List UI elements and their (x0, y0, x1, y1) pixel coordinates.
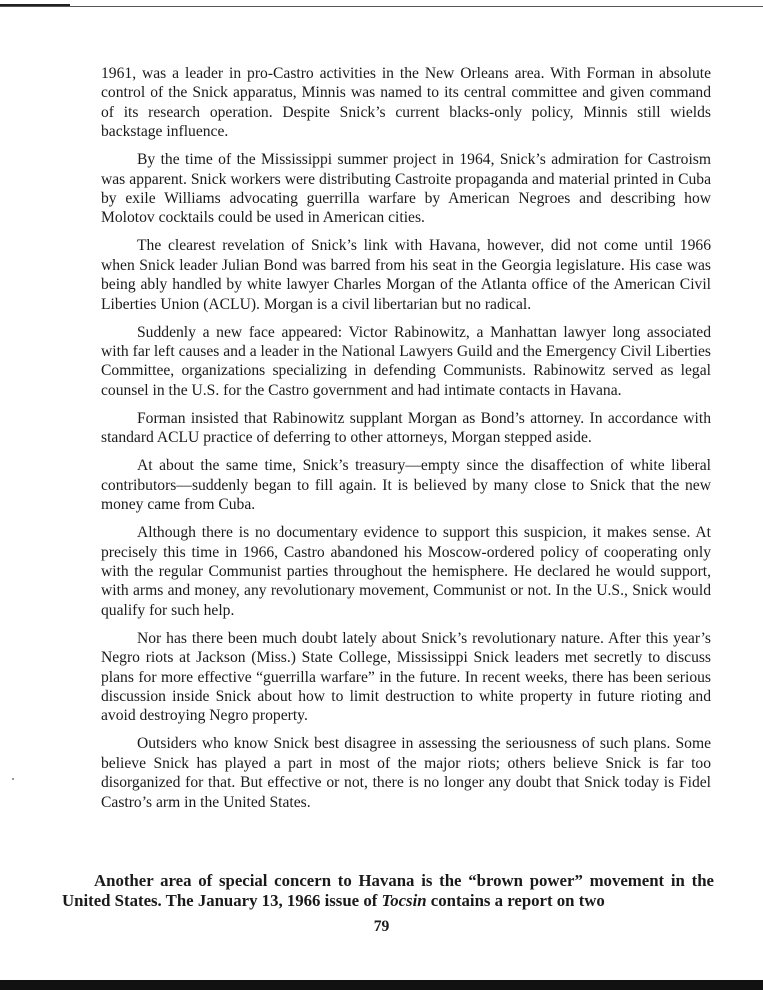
paragraph-2: By the time of the Mississippi summer project in 1964, Snick’s admiration for Castroism was apparent. Snick workers were distributing Castroite propaganda and material printed in Cuba by exile Williams advocating guerrilla warfare by American Negroes and describing how Molotov cocktails could be used in American cities. (101, 151, 711, 227)
paragraph-7: Although there is no documentary evidence to support this suspicion, it makes sense. At precisely this time in 1966, Castro abandoned his Moscow-ordered policy of cooperating only with the regular Communist parties throughout the hemisphere. He declared he would support, with arms and money, any revolutionary movement, Communist or not. In the U.S., Snick would qualify for such help. (101, 524, 711, 619)
paragraph-3: The clearest revelation of Snick’s link with Havana, however, did not come until 1966 when Snick leader Julian Bond was barred from his seat in the Georgia legislature. His case was being ably handled by white lawyer Charles Morgan of the Atlanta office of the American Civil Liberties Union (ACLU). Morgan is a civil libertarian but no radical. (101, 237, 711, 313)
paragraph-5: Forman insisted that Rabinowitz supplant Morgan as Bond’s attorney. In accordance with standard ACLU practice of deferring to other attorneys, Morgan stepped aside. (101, 409, 711, 447)
page-number: 79 (373, 918, 390, 935)
scan-speck (12, 778, 14, 780)
paragraph-4: Suddenly a new face appeared: Victor Rabinowitz, a Manhattan lawyer long associated with far left causes and a leader in the National Lawyers Guild and the Emergency Civil Liberties Committee, organizations specializing in defending Communists. Rabinowitz served as legal counsel in the U.S. for the Castro government and had intimate contacts in Havana. (101, 323, 711, 399)
bottom-edge-band (0, 980, 763, 990)
paragraph-10-end: contains a report on two (426, 891, 605, 910)
paragraph-9: Outsiders who know Snick best disagree in assessing the seriousness of such plans. Some believe Snick has played a part in most of the major riots; others believe Snick is far too disorganized for that. But effective or not, there is no longer any doubt that Snick today is Fidel Castro’s arm in the United States. (101, 735, 711, 811)
paragraph-10-start: Another area of special concern to Havana is the “brown power” movement in the United States. The January 13, 1966 issue of (62, 871, 714, 910)
top-rule (0, 6, 763, 7)
paragraph-6: At about the same time, Snick’s treasury—empty since the disaffection of white liberal contributors—suddenly began to fill again. It is believed by many close to Snick that the new money came from Cuba. (101, 457, 711, 514)
paragraph-10 (62, 871, 714, 911)
paragraph-8: Nor has there been much doubt lately about Snick’s revolutionary nature. After this year’s Negro riots at Jackson (Miss.) State College, Mississippi Snick leaders met secretly to discuss plans for more effective “guerrilla warfare” in the future. In recent weeks, there has been serious discussion inside Snick about how to limit destruction to white property in future rioting and avoid destroying Negro property. (101, 629, 711, 725)
body-text (101, 64, 711, 821)
paragraph-1: 1961, was a leader in pro-Castro activities in the New Orleans area. With Forman in absolute control of the Snick apparatus, Minnis was named to its central committee and given command of its research operation. Despite Snick’s current blacks-only policy, Minnis still wields backstage influence. (101, 65, 711, 141)
publication-title: Tocsin (381, 891, 427, 910)
continuing-paragraph (62, 871, 714, 911)
top-edge-mark (0, 2, 70, 7)
